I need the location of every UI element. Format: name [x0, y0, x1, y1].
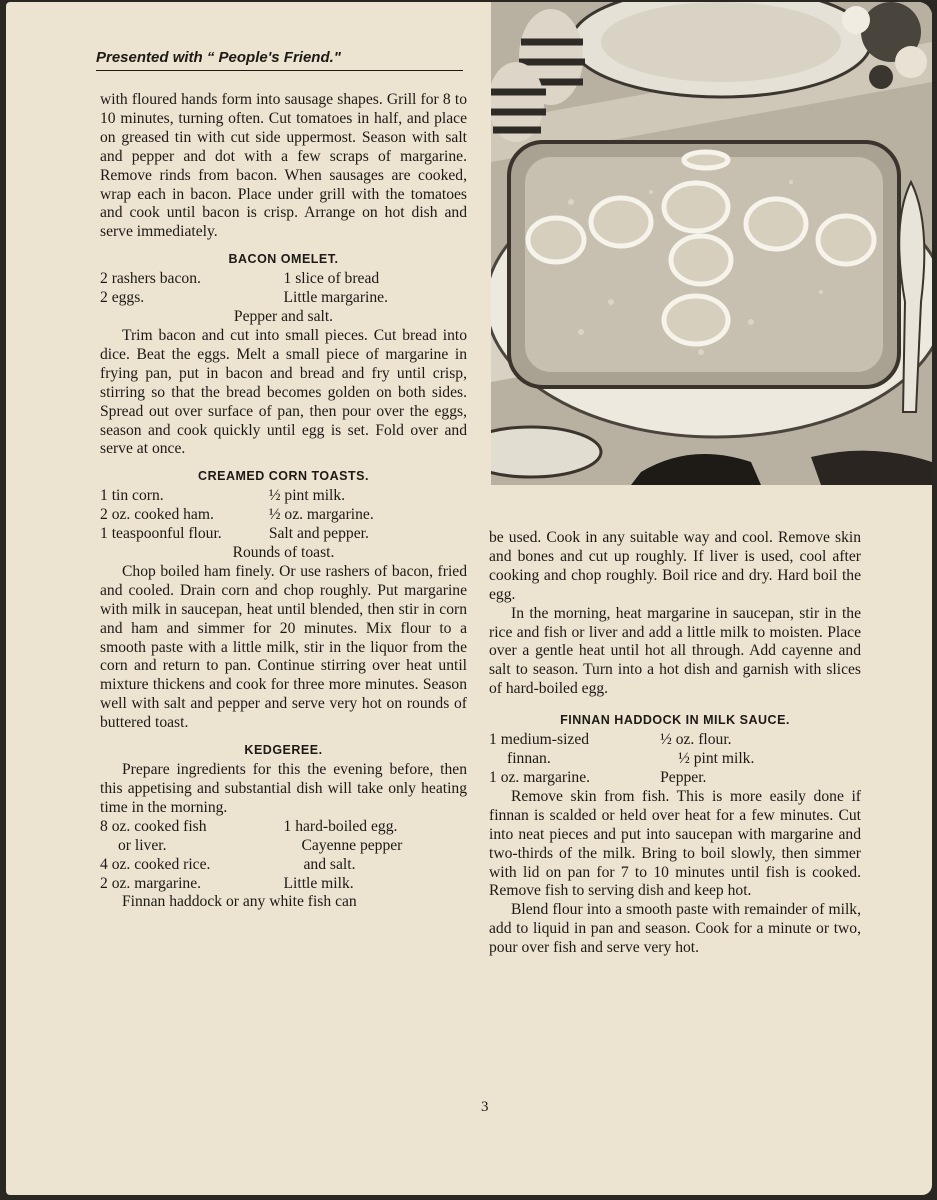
kedgeree-method-start: Finnan haddock or any white fish can — [122, 893, 357, 911]
extra-ingredient: Rounds of toast. — [232, 544, 335, 562]
ingredient-row: or liver. Cayenne pepper — [118, 836, 403, 854]
ingredient-row: 1 oz. margarine. Pepper. — [489, 768, 707, 786]
bacon-omelet-method: Trim bacon and cut into small pieces. Cut bread into dice. Beat the eggs. Melt a small piece of margarine in frying pan, put in bacon and bread and fry until crisp, stirring so that the bread becomes golden on both sides. Spread out over surface of pan, then pour over the eggs, season and cook quickly until egg is set. Fold over and serve at once. — [100, 326, 467, 458]
book-page — [6, 2, 932, 1195]
finnan-haddock-method: Remove skin from fish. This is more easily done if finnan is scalded or held over heat for a few minutes. Cut into neat pieces and put into saucepan with margarine and two-thirds of the milk. Bring to boil slowly, then simmer with lid on pan for 7 to 10 minutes until fish is cooked. Remove fish to serving dish and keep hot. — [489, 787, 861, 900]
bacon-omelet-title: BACON OMELET. — [228, 252, 339, 267]
ingredient-row: 2 oz. cooked ham. ½ oz. margarine. — [100, 506, 374, 524]
kedgeree-method-continued: be used. Cook in any suitable way and cool. Remove skin and bones and cut up roughly. If liver is used, cool after cooking and chop roughly. Boil rice and dry. Hard boil the egg. — [489, 529, 861, 603]
creamed-corn-method: Chop boiled ham finely. Or use rashers of bacon, fried and cooled. Drain corn and chop roughly. Put margarine with milk in saucepan, heat until blended, then stir in corn and ham and simmer for 20 minutes. Mix flour to a smooth paste with a little milk, stir in the liquor from the corn and return to pan. Continue stirring over heat until mixture thickens and cook for three more minutes. Season well with salt and pepper and serve very hot on rounds of buttered toast. — [100, 562, 467, 732]
ingredient-row: 1 teaspoonful flour. Salt and pepper. — [100, 525, 369, 543]
ingredient-row: 2 rashers bacon. 1 slice of bread — [100, 270, 380, 288]
ingredient-row: 8 oz. cooked fish 1 hard-boiled egg. — [100, 817, 398, 835]
seasoning-line: Pepper and salt. — [233, 308, 334, 326]
finnan-haddock-title: FINNAN HADDOCK IN MILK SAUCE. — [560, 713, 790, 728]
photo-illustration — [491, 2, 932, 485]
kedgeree-intro: Prepare ingredients for this the evening before, then this appetising and substantial dish will take only heating time in the morning. — [100, 761, 467, 816]
sausage-recipe-end: with floured hands form into sausage shapes. Grill for 8 to 10 minutes, turning often. Cut tomatoes in half, and place on greased tin with cut side uppermost. Season with salt and pepper and dot with a few scraps of margarine. Remove rinds from bacon. When sausages are cooked, wrap each in bacon. Place under grill with the tomatoes and cook until bacon is crisp. Arrange on hot dish and serve immediately. — [100, 91, 467, 241]
page-header: Presented with “ People's Friend." — [96, 49, 463, 71]
ingredient-row: 2 eggs. Little margarine. — [100, 289, 388, 307]
kedgeree-title: KEDGEREE. — [244, 743, 323, 758]
right-column — [489, 529, 861, 958]
ingredient-row: 4 oz. cooked rice. and salt. — [100, 855, 356, 873]
finnan-haddock-method-2: Blend flour into a smooth paste with remainder of milk, add to liquid in pan and season. Cook for a minute or two, pour over fish and serve very hot. — [489, 901, 861, 957]
ingredient-row: 1 medium-sized ½ oz. flour. — [489, 731, 732, 749]
kedgeree-morning-method: In the morning, heat margarine in saucepan, stir in the rice and fish or liver and add a little milk to moisten. Place over a gentle heat until hot all through. Add cayenne and salt to season. Turn into a hot dish and garnish with slices of hard-boiled egg. — [489, 604, 861, 698]
ingredient-row: 1 tin corn. ½ pint milk. — [100, 487, 346, 505]
ingredient-row: 2 oz. margarine. Little milk. — [100, 874, 354, 892]
left-column — [100, 91, 467, 912]
kedgeree-dish-photo — [491, 2, 932, 485]
creamed-corn-toasts-title: CREAMED CORN TOASTS. — [198, 469, 369, 484]
page-number: 3 — [481, 1099, 489, 1115]
ingredient-row: finnan. ½ pint milk. — [507, 750, 755, 768]
